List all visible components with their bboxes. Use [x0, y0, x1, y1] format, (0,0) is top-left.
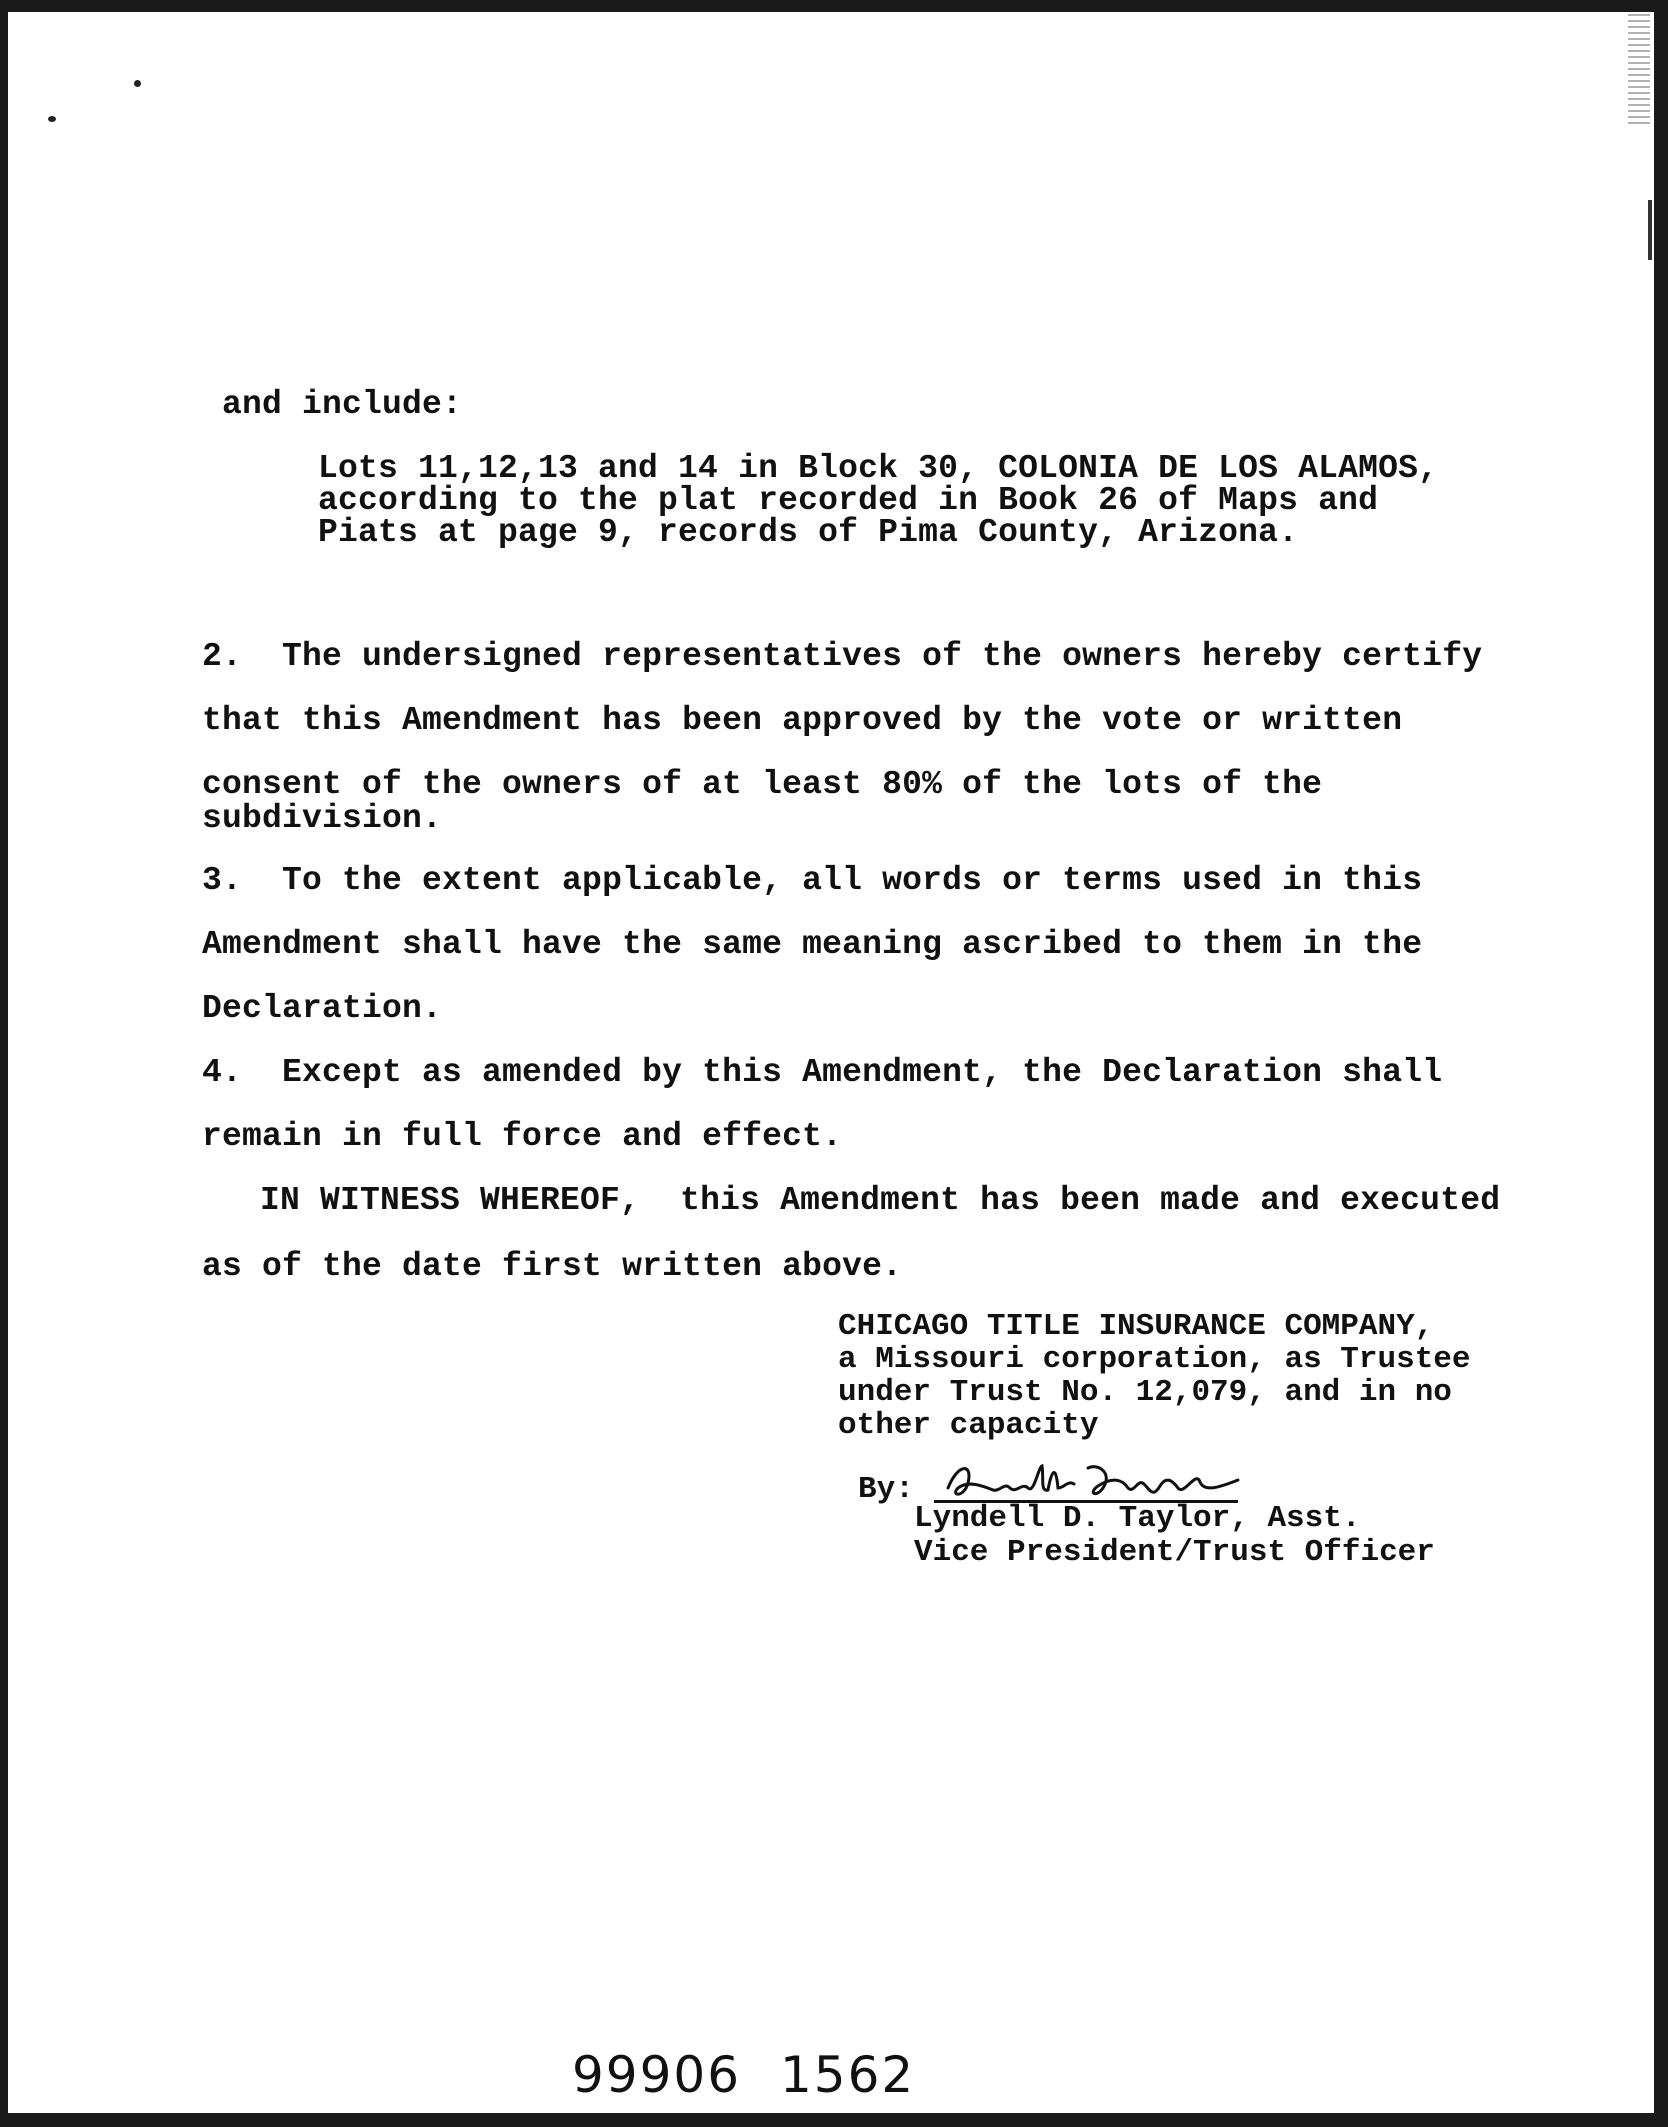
scan-border-right	[1654, 0, 1668, 2127]
company-line: other capacity	[838, 1408, 1099, 1443]
witness-line: as of the date first written above.	[202, 1248, 903, 1285]
paragraph-4-line: remain in full force and effect.	[202, 1118, 843, 1155]
company-line: under Trust No. 12,079, and in no	[838, 1375, 1452, 1410]
intro-text: and include:	[222, 386, 463, 423]
paragraph-3-line: Declaration.	[202, 990, 443, 1027]
handwritten-signature	[938, 1458, 1248, 1506]
legal-description-line: according to the plat recorded in Book 26 of Maps and	[318, 482, 1379, 519]
paragraph-2-line: subdivision.	[202, 800, 443, 837]
scan-mark	[1648, 200, 1652, 260]
legal-description-line: Lots 11,12,13 and 14 in Block 30, COLONIA DE LOS ALAMOS,	[318, 450, 1439, 487]
witness-line: IN WITNESS WHEREOF, this Amendment has been made and executed	[260, 1182, 1501, 1219]
signer-title: Vice President/Trust Officer	[914, 1535, 1435, 1570]
scan-border-top	[0, 0, 1668, 12]
signature-company-block	[838, 1310, 1471, 1442]
paragraph-3-line: 3. To the extent applicable, all words or terms used in this	[202, 862, 1423, 899]
signer-name: Lyndell D. Taylor, Asst.	[914, 1501, 1361, 1536]
recording-number-left: 99906	[572, 2046, 742, 2104]
paragraph-3-line: Amendment shall have the same meaning ascribed to them in the	[202, 926, 1423, 963]
scan-noise	[1628, 14, 1650, 124]
company-line: CHICAGO TITLE INSURANCE COMPANY,	[838, 1309, 1434, 1344]
scan-speck	[48, 116, 56, 122]
recording-number-right: 1562	[780, 2046, 916, 2104]
paragraph-4-line: 4. Except as amended by this Amendment, the Declaration shall	[202, 1054, 1443, 1091]
paragraph-2-line: 2. The undersigned representatives of the owners hereby certify	[202, 638, 1483, 675]
paragraph-2-line: that this Amendment has been approved by the vote or written	[202, 702, 1403, 739]
paragraph-2-line: consent of the owners of at least 80% of the lots of the	[202, 766, 1323, 803]
scan-border-bottom	[0, 2113, 1668, 2127]
scan-speck	[134, 80, 141, 87]
by-label: By:	[858, 1472, 914, 1507]
legal-description-line: Piats at page 9, records of Pima County, Arizona.	[318, 514, 1299, 551]
scan-border-left	[0, 0, 8, 2127]
company-line: a Missouri corporation, as Trustee	[838, 1342, 1471, 1377]
